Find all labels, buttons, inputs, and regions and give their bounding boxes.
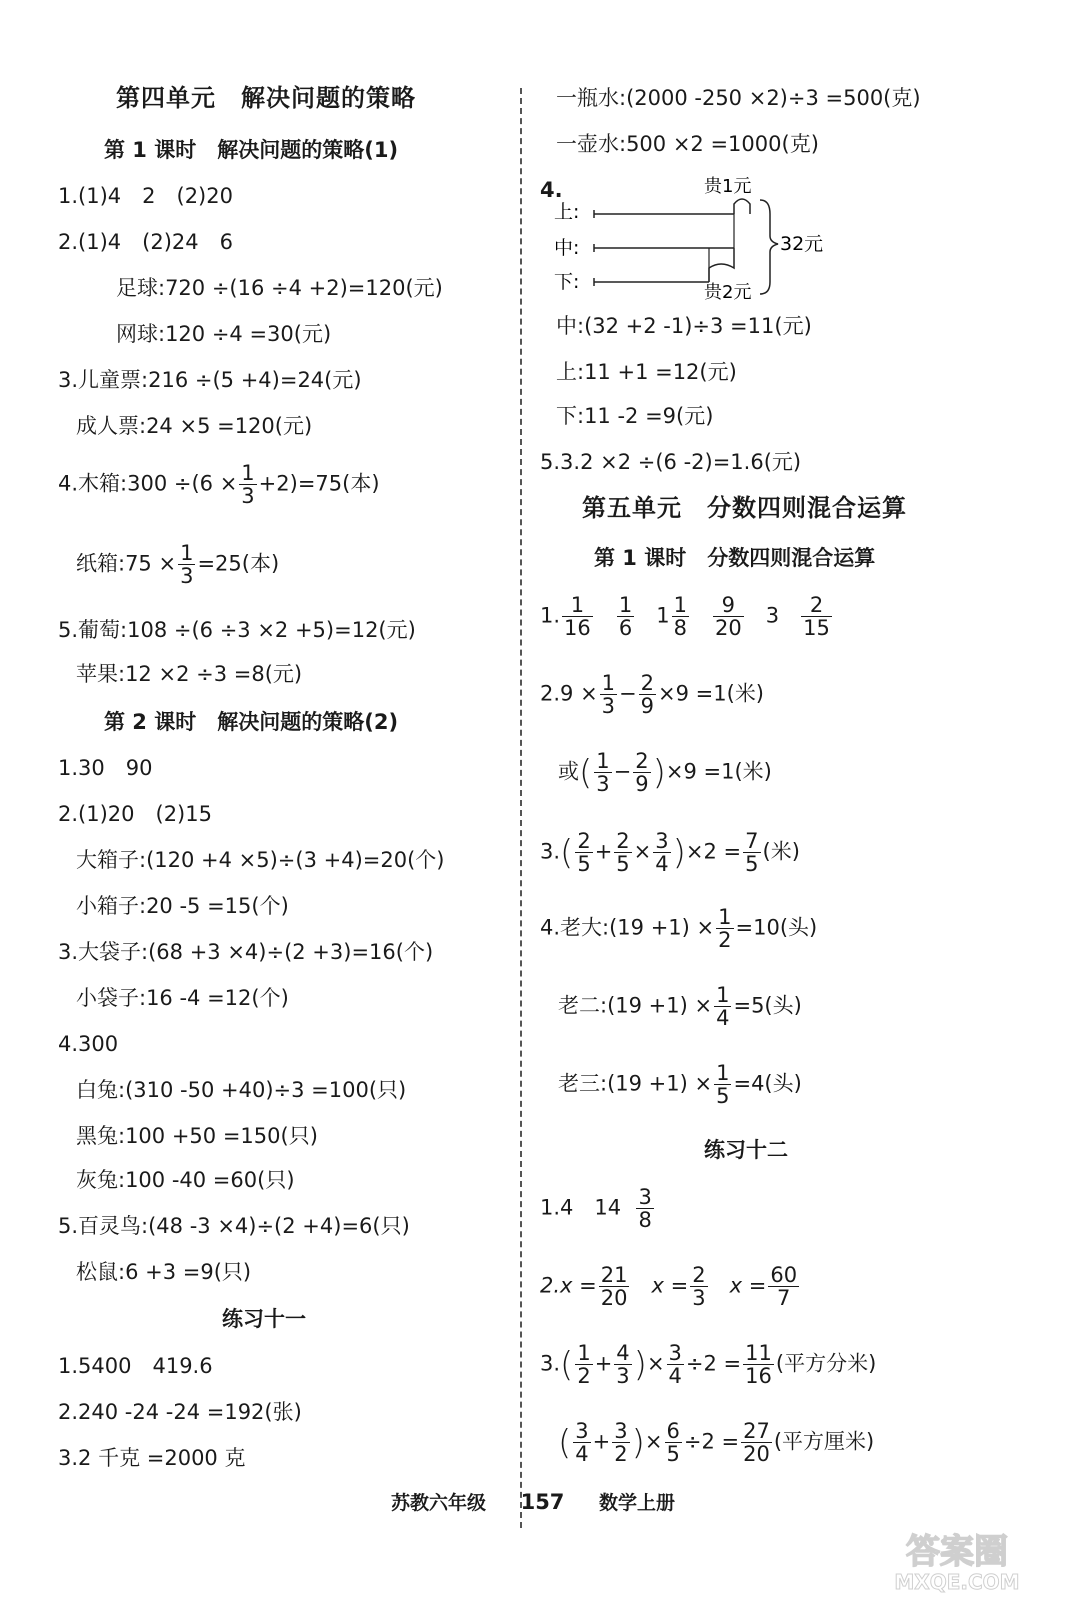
- fraction: $\frac{1}{3}$: [601, 671, 616, 718]
- extra-1-bracket: [734, 199, 750, 214]
- fraction: $\frac{2}{9}$: [640, 671, 655, 718]
- l2-q3a: 3.大袋子:(68 +3 ×4)÷(2 +3)=16(个): [58, 940, 434, 964]
- exercise11-title: 练习十一: [222, 1307, 306, 1331]
- l2-q4c: 灰兔:100 -40 =60(只): [76, 1168, 295, 1192]
- q4-label: 4.: [540, 178, 563, 202]
- fraction: $\frac{27}{20}$: [743, 1419, 770, 1466]
- l1-q4a-post: +2)=75(本): [258, 471, 380, 496]
- l2-q5b: 松鼠:6 +3 =9(只): [76, 1260, 252, 1284]
- l2-q2b: 小箱子:20 -5 =15(个): [76, 894, 289, 918]
- e12-q3: 3.( $\frac{1}{2}$ + $\frac{4}{3}$ )× $\frac{3}{4}$ ÷2 = $\frac{11}{16}$ (平方分米): [540, 1341, 877, 1388]
- fraction: $\frac{1}{2}$: [577, 1341, 591, 1388]
- f-q2: 2.9 × $\frac{1}{3}$ − $\frac{2}{9}$ ×9 =1(米): [540, 671, 765, 718]
- r-bottle: 一瓶水:(2000 -250 ×2)÷3 =500(克): [556, 86, 921, 110]
- page-number: 157: [520, 1490, 565, 1514]
- watermark-logo: [862, 1525, 1052, 1595]
- fraction: $\frac{1}{6}$: [618, 593, 633, 640]
- r-pot: 一壶水:500 ×2 =1000(克): [556, 132, 819, 156]
- fraction: $\frac{3}{2}$: [614, 1419, 628, 1466]
- l1-q2b: 网球:120 ÷4 =30(元): [116, 322, 332, 346]
- e12-q3b: ( $\frac{3}{4}$ + $\frac{3}{2}$ )× $\frac{6}{5}$ ÷2 = $\frac{27}{20}$ (平方厘米): [558, 1419, 875, 1466]
- fraction: $\frac{11}{16}$: [745, 1341, 772, 1388]
- fraction: $\frac{2}{5}$: [577, 829, 591, 876]
- diagram-label-mid: 中:: [554, 237, 580, 259]
- fraction: $\frac{2}{15}$: [803, 593, 830, 640]
- fraction: $\frac{60}{7}$: [770, 1263, 798, 1310]
- diagram-label-down: 下:: [554, 271, 580, 293]
- fraction: $\frac{1}{8}$: [673, 593, 687, 640]
- fraction: $\frac{9}{20}$: [715, 593, 742, 640]
- l1-q3b: 成人票:24 ×5 =120(元): [76, 414, 313, 438]
- lesson1-title: 第 1 课时 解决问题的策略(1): [104, 138, 399, 162]
- page-footer: [0, 1488, 1066, 1515]
- l1-q5b: 苹果:12 ×2 ÷3 =8(元): [76, 662, 303, 686]
- f-q1: 1. $\frac{1}{16}$ $\frac{1}{6}$ 1 $\frac{1}{8}$ $\frac{9}{20}$ 3 $\frac{2}{15}$: [540, 593, 830, 640]
- diagram-label-total: 32元: [780, 233, 824, 255]
- fraction: $\frac{3}{8}$: [638, 1185, 652, 1232]
- segment-diagram: [554, 170, 854, 303]
- exercise12-title: 练习十二: [704, 1138, 788, 1162]
- q4b: 上:11 +1 =12(元): [556, 360, 737, 384]
- l1-q4a-text: 4.木箱:300 ÷(6 ×: [58, 471, 238, 496]
- q4a: 中:(32 +2 -1)÷3 =11(元): [556, 314, 812, 338]
- diagram-label-top: 贵1元: [704, 176, 752, 197]
- f-q4b: 老二:(19 +1) × $\frac{1}{4}$ =5(头): [558, 983, 802, 1030]
- l2-q5a: 5.百灵鸟:(48 -3 ×4)÷(2 +4)=6(只): [58, 1214, 410, 1238]
- l1-q1: 1.(1)4 2 (2)20: [58, 184, 233, 208]
- l2-q1: 1.30 90: [58, 756, 153, 780]
- e12-q2: 2.x = $\frac{21}{20}$ x = $\frac{2}{3}$ x = $\frac{60}{7}$: [540, 1263, 798, 1310]
- fraction: $\frac{1}{3}$: [180, 541, 194, 588]
- column-divider: [520, 88, 522, 1528]
- unit5-lesson1-title: 第 1 课时 分数四则混合运算: [594, 546, 876, 570]
- l2-q4: 4.300: [58, 1032, 119, 1056]
- l1-q4a: [58, 462, 380, 507]
- f-q3: 3.( $\frac{2}{5}$ + $\frac{2}{5}$ × $\frac{3}{4}$ )×2 = $\frac{7}{5}$ (米): [540, 829, 800, 876]
- fraction: $\frac{1}{3}$: [596, 749, 610, 796]
- l1-q2: 2.(1)4 (2)24 6: [58, 230, 233, 254]
- ex11-q1: 1.5400 419.6: [58, 1354, 213, 1378]
- q4c: 下:11 -2 =9(元): [556, 404, 714, 428]
- fraction: $\frac{1}{3}$: [241, 461, 255, 508]
- fraction: $\frac{2}{3}$: [692, 1263, 706, 1310]
- fraction: $\frac{6}{5}$: [666, 1419, 680, 1466]
- diagram-label-bottom: 贵2元: [704, 282, 752, 303]
- ex11-q2: 2.240 -24 -24 =192(张): [58, 1400, 302, 1424]
- lesson2-title: 第 2 课时 解决问题的策略(2): [104, 710, 399, 734]
- l2-q4b: 黑兔:100 +50 =150(只): [76, 1124, 318, 1148]
- f-q4c: 老三:(19 +1) × $\frac{1}{5}$ =4(头): [558, 1061, 802, 1108]
- fraction: $\frac{4}{3}$: [616, 1341, 630, 1388]
- fraction: $\frac{21}{20}$: [600, 1263, 628, 1310]
- l1-q4b: 纸箱:75 × $\frac{1}{3}$ =25(本): [76, 541, 280, 588]
- total-brace: [760, 200, 778, 294]
- fraction: $\frac{1}{5}$: [716, 1061, 730, 1108]
- f-q2b: 或( $\frac{1}{3}$ − $\frac{2}{9}$ )×9 =1(米): [558, 749, 772, 796]
- fraction: $\frac{2}{5}$: [616, 829, 630, 876]
- l2-q4a: 白兔:(310 -50 +40)÷3 =100(只): [76, 1078, 407, 1102]
- l2-q3b: 小袋子:16 -4 =12(个): [76, 986, 289, 1010]
- unit5-title: 第五单元 分数四则混合运算: [582, 494, 907, 522]
- l1-q5a: 5.葡萄:108 ÷(6 ÷3 ×2 +5)=12(元): [58, 618, 416, 642]
- fraction: $\frac{3}{4}$: [575, 1419, 589, 1466]
- diagram-label-up: 上:: [554, 201, 580, 223]
- extra-2-bracket: [709, 248, 734, 282]
- ex11-q3: 3.2 千克 =2000 克: [58, 1446, 246, 1470]
- fraction: $\frac{3}{4}$: [668, 1341, 682, 1388]
- l2-q2: 2.(1)20 (2)15: [58, 802, 212, 826]
- watermark-top: 答案圈: [906, 1532, 1008, 1572]
- watermark-url: MXQE.COM: [894, 1570, 1020, 1594]
- l1-q3a: 3.儿童票:216 ÷(5 +4)=24(元): [58, 368, 362, 392]
- fraction: $\frac{1}{2}$: [718, 905, 732, 952]
- f-q4a: 4.老大:(19 +1) × $\frac{1}{2}$ =10(头): [540, 905, 818, 952]
- q5: 5.3.2 ×2 ÷(6 -2)=1.6(元): [540, 450, 802, 474]
- footer-grade: 苏教六年级: [390, 1492, 486, 1514]
- fraction: $\frac{3}{4}$: [655, 829, 669, 876]
- unit4-title: 第四单元 解决问题的策略: [116, 84, 416, 112]
- fraction: $\frac{2}{9}$: [635, 749, 649, 796]
- fraction: $\frac{1}{4}$: [716, 983, 730, 1030]
- footer-subject: 数学上册: [599, 1492, 676, 1514]
- e12-q1: 1.4 14 $\frac{3}{8}$: [540, 1185, 652, 1232]
- fraction: $\frac{7}{5}$: [745, 829, 759, 876]
- l2-q2a: 大箱子:(120 +4 ×5)÷(3 +4)=20(个): [76, 848, 445, 872]
- l1-q2a: 足球:720 ÷(16 ÷4 +2)=120(元): [116, 276, 443, 300]
- fraction: $\frac{1}{16}$: [564, 593, 591, 640]
